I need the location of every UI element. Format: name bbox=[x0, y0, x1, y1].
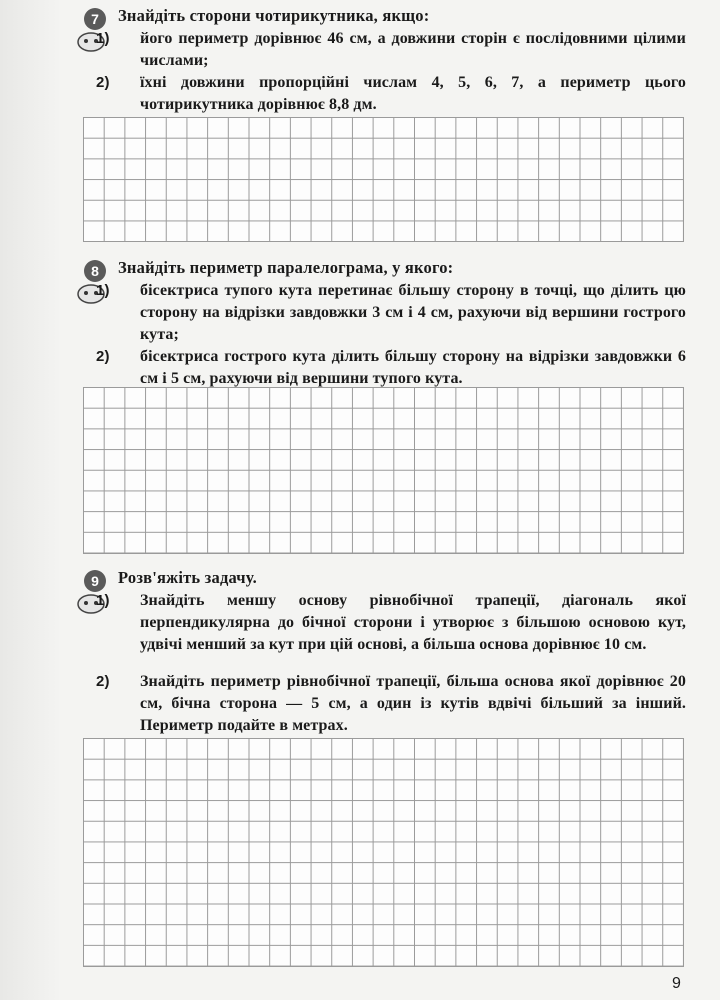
page-shadow bbox=[0, 0, 62, 1000]
page-number: 9 bbox=[672, 975, 681, 992]
item-text: бісектриса гострого кута ділить більшу сторону на відрізки завдовжки 6 см і 5 см, рахуючи від вершини тупого кута. bbox=[140, 348, 686, 387]
task-item bbox=[96, 346, 686, 390]
item-text: його периметр дорівнює 46 см, а довжини сторін є послідовними цілими числами; bbox=[140, 30, 686, 69]
item-number: 1) bbox=[96, 592, 110, 609]
task-number-badge: 9 bbox=[84, 570, 106, 592]
item-number: 1) bbox=[96, 30, 110, 47]
item-number: 2) bbox=[96, 74, 110, 91]
task-title: Розв'яжіть задачу. bbox=[118, 568, 257, 587]
answer-grid-8[interactable] bbox=[83, 387, 684, 554]
item-text: Знайдіть меншу основу рівнобічної трапеції, діагональ якої перпендикулярна до бічної сторони і утворює з більшою основою кут, удвічі менший за кут при цій основі, а більша основа дорівнює 10 см. bbox=[140, 592, 686, 653]
item-text: Знайдіть периметр рівнобічної трапеції, більша основа якої дорівнює 20 см, бічна сторона — 5 см, а один із кутів вдвічі більший за інший. Периметр подайте в метрах. bbox=[140, 673, 686, 734]
item-number: 2) bbox=[96, 673, 110, 690]
task-item bbox=[96, 590, 686, 656]
item-number: 1) bbox=[96, 282, 110, 299]
task-number-badge: 8 bbox=[84, 260, 106, 282]
task-item bbox=[96, 671, 686, 737]
task-item bbox=[96, 72, 686, 116]
item-text: бісектриса тупого кута перетинає більшу сторону в точці, що ділить цю сторону на відрізки завдовжки 3 см і 4 см, рахуючи від вершини гострого кута; bbox=[140, 282, 686, 343]
answer-grid-7[interactable] bbox=[83, 117, 684, 242]
item-number: 2) bbox=[96, 348, 110, 365]
task-title: Знайдіть сторони чотирикутника, якщо: bbox=[118, 6, 430, 25]
task-title: Знайдіть периметр паралелограма, у якого: bbox=[118, 258, 454, 277]
item-text: їхні довжини пропорційні числам 4, 5, 6, 7, а периметр цього чотирикутника дорівнює 8,8 дм. bbox=[140, 74, 686, 113]
task-item bbox=[96, 280, 686, 346]
task-number-badge: 7 bbox=[84, 8, 106, 30]
answer-grid-9[interactable] bbox=[83, 738, 684, 967]
task-item bbox=[96, 28, 686, 72]
